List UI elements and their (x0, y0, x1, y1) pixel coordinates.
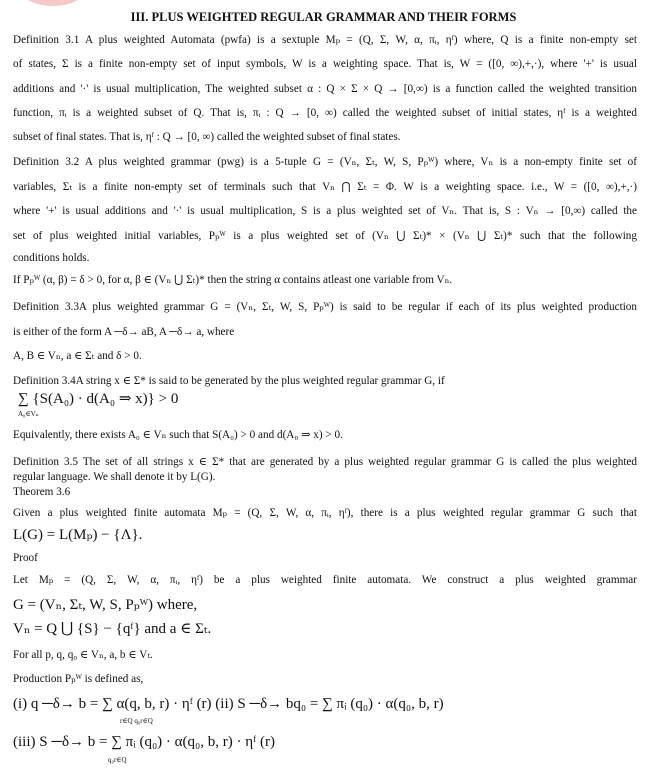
proof-production-def: Production Pₚᵂ is defined as, (13, 673, 144, 685)
def-3-3-line-3: A, B ∈ Vₙ, a ∈ Σₜ and δ > 0. (13, 350, 142, 362)
def-3-1-line-2: of states, Σ is a finite non-empty set of input symbols, W is a weighting space. That is, W = ([0, ∞),+,·), where '+' is usual (13, 58, 637, 70)
def-3-2-line-2: variables, Σₜ is a finite non-empty set of terminals such that Vₙ ⋂ Σₜ = Φ. W is a weighting space. i.e., W = ([0, ∞),+,·) (13, 181, 637, 193)
def-3-3-line-1: Definition 3.3A plus weighted grammar G = (Vₙ, Σₜ, W, S, Pₚᵂ) is said to be regular if each of its plus weighted production (13, 301, 637, 313)
theorem-3-6-title: Theorem 3.6 (13, 486, 71, 498)
production-i-ii-index: r∈Q q₀r∈Q (120, 717, 153, 725)
def-3-2-line-5: conditions holds. (13, 252, 90, 264)
def-3-4-line-1: Definition 3.4A string x ∈ Σ* is said to be generated by the plus weighted regular grammar G, if (13, 375, 445, 387)
def-3-4-sum-index: A₀∈Vₙ (18, 410, 39, 418)
def-3-2-line-1: Definition 3.2 A plus weighted grammar (pwg) is a 5-tuple G = (Vₙ, Σₜ, W, S, Pₚᵂ) where, Vₙ is a non-empty finite set of (13, 156, 637, 168)
def-3-2-condition: If Pₚᵂ (α, β) = δ > 0, for α, β ∈ (Vₙ ⋃ Σₜ)* then the string α contains atleast one variable from Vₙ. (13, 274, 453, 286)
def-3-1-line-5: subset of final states. That is, ηᶠ : Q → [0, ∞) called the weighted subset of final states. (13, 131, 401, 143)
production-iii-index: q₀r∈Q (108, 756, 127, 764)
def-3-3-line-2: is either of the form A ─δ→ aB, A ─δ→ a, where (13, 326, 235, 338)
def-3-4-sum-formula: ∑ {S(A₀) · d(A₀ ⇒ x)} > 0 (18, 392, 179, 407)
section-heading: III. PLUS WEIGHTED REGULAR GRAMMAR AND THEIR FORMS (130, 10, 517, 24)
proof-grammar: G = (Vₙ, Σₜ, W, S, Pₚᵂ) where, (13, 598, 198, 613)
def-3-1-line-1: Definition 3.1 A plus weighted Automata (pwfa) is a sextuple Mₚ = (Q, Σ, W, α, πᵢ, ηᶠ) where, Q is a finite non-empty set (13, 34, 637, 46)
proof-line-1: Let Mₚ = (Q, Σ, W, α, πᵢ, ηᶠ) be a plus weighted finite automata. We construct a plus weighted grammar (13, 574, 637, 586)
def-3-1-line-4: function, πᵢ is a weighted subset of Q. That is, πᵢ : Q → [0, ∞) called the weighted subset of initial states, ηᶠ is a weighted (13, 107, 637, 119)
def-3-5-line-2: regular language. We shall denote it by L(G). (13, 471, 216, 483)
proof-title: Proof (13, 552, 38, 564)
theorem-3-6-line-2: L(G) = L(Mₚ) − {Λ}. (13, 528, 143, 543)
def-3-4-equivalent: Equivalently, there exists A₀ ∈ Vₙ such that S(A₀) > 0 and d(A₀ ⇒ x) > 0. (13, 429, 343, 441)
proof-for-all: For all p, q, q₀ ∈ Vₙ, a, b ∈ Vₜ. (13, 649, 153, 661)
def-3-2-line-4: set of plus weighted initial variables, Pₚᵂ is a plus weighted set of (Vₙ ⋃ Σₜ)* × (Vₙ ⋃ Σₜ)* such that the following (13, 230, 637, 242)
proof-variables: Vₙ = Q ⋃ {S} − {qᶠ} and a ∈ Σₜ. (13, 622, 212, 637)
production-i-ii: (i) q ─δ→ b = ∑ α(q, b, r) · ηᶠ (r) (ii) S ─δ→ bq₀ = ∑ πᵢ (q₀) · α(q₀, b, r) (13, 697, 444, 712)
production-iii: (iii) S ─δ→ b = ∑ πᵢ (q₀) · α(q₀, b, r) · ηᶠ (r) (13, 735, 275, 750)
def-3-1-line-3: additions and '·' is usual multiplication, The weighted subset α : Q × Σ × Q → [0,∞) is a function called the weighted transition (13, 83, 637, 95)
def-3-2-line-3: where '+' is usual additions and '·' is usual multiplication, S is a plus weighted set of Vₙ. That is, S : Vₙ → [0,∞) called the (13, 205, 637, 217)
def-3-5-line-1: Definition 3.5 The set of all strings x ∈ Σ* that are generated by a plus weighted regular grammar G is called the plus weighted (13, 456, 637, 468)
theorem-3-6-line-1: Given a plus weighted finite automata Mₚ = (Q, Σ, W, α, πᵢ, ηᶠ), there is a plus weighted regular grammar G such that (13, 507, 637, 519)
page-corner-mark (24, 0, 82, 6)
